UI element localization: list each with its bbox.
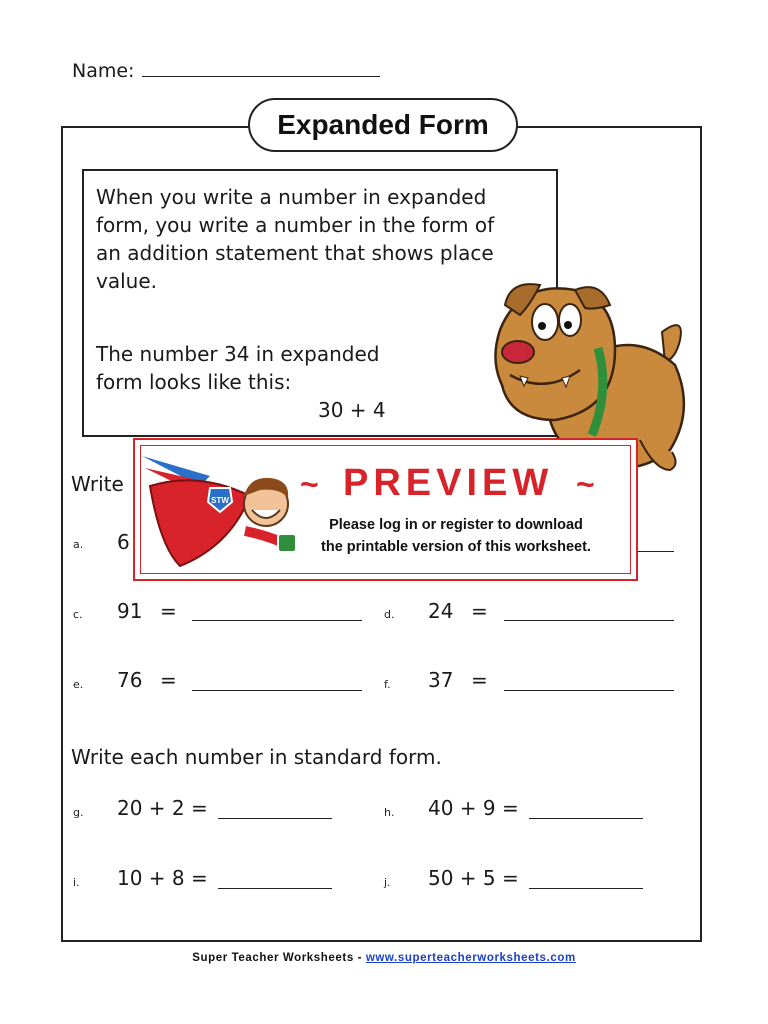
problem-c-letter: c. <box>73 608 83 621</box>
problem-d-answer-line[interactable] <box>504 620 674 621</box>
problem-e-number: 76 <box>117 668 143 692</box>
problem-f-number: 37 <box>428 668 454 692</box>
footer <box>0 952 768 964</box>
definition-line-3: an addition statement that shows place <box>96 241 494 265</box>
problem-j-letter: j. <box>384 876 391 889</box>
problem-g-letter: g. <box>73 806 84 819</box>
name-blank-line <box>142 58 380 77</box>
footer-link[interactable]: www.superteacherworksheets.com <box>365 952 576 964</box>
preview-message-line-1: Please log in or register to download <box>329 517 583 533</box>
problem-h-answer-line[interactable] <box>529 818 643 819</box>
superhero-mascot-icon <box>140 446 300 576</box>
badge-text: STW <box>211 496 229 505</box>
problem-j-answer-line[interactable] <box>529 888 643 889</box>
preview-left-tilde: ~ <box>300 466 319 502</box>
problem-e-letter: e. <box>73 678 84 691</box>
definition-line-1: When you write a number in expanded <box>96 185 487 209</box>
name-field <box>72 58 380 82</box>
problem-i-expression: 10 + 8 = <box>117 866 208 890</box>
problem-i-letter: i. <box>73 876 80 889</box>
worksheet-title: Expanded Form <box>248 98 518 152</box>
problem-d-number: 24 <box>428 599 454 623</box>
problem-c-number: 91 <box>117 599 143 623</box>
problem-c-equals: = <box>160 599 177 623</box>
problem-g-expression: 20 + 2 = <box>117 796 208 820</box>
preview-right-tilde: ~ <box>576 466 595 502</box>
problem-g-answer-line[interactable] <box>218 818 332 819</box>
section1-heading: Write <box>71 472 124 496</box>
problem-j-expression: 50 + 5 = <box>428 866 519 890</box>
name-label: Name: <box>72 60 135 82</box>
problem-h-expression: 40 + 9 = <box>428 796 519 820</box>
example-line-1: The number 34 in expanded <box>96 342 380 366</box>
example-line-2: form looks like this: <box>96 370 292 394</box>
problem-a-letter: a. <box>73 538 84 551</box>
problem-h-letter: h. <box>384 806 395 819</box>
preview-title: PREVIEW <box>343 462 554 504</box>
preview-message-line-2: the printable version of this worksheet. <box>321 539 591 555</box>
problem-i-answer-line[interactable] <box>218 888 332 889</box>
definition-line-2: form, you write a number in the form of <box>96 213 495 237</box>
problem-e-answer-line[interactable] <box>192 690 362 691</box>
problem-a-number: 6 <box>117 530 130 554</box>
problem-f-equals: = <box>471 668 488 692</box>
problem-e-equals: = <box>160 668 177 692</box>
problem-d-letter: d. <box>384 608 395 621</box>
problem-d-equals: = <box>471 599 488 623</box>
definition-line-4: value. <box>96 269 157 293</box>
section2-heading: Write each number in standard form. <box>71 745 442 769</box>
problem-f-answer-line[interactable] <box>504 690 674 691</box>
problem-c-answer-line[interactable] <box>192 620 362 621</box>
example-value: 30 + 4 <box>318 398 386 422</box>
footer-brand: Super Teacher Worksheets - <box>192 952 366 964</box>
problem-f-letter: f. <box>384 678 391 691</box>
